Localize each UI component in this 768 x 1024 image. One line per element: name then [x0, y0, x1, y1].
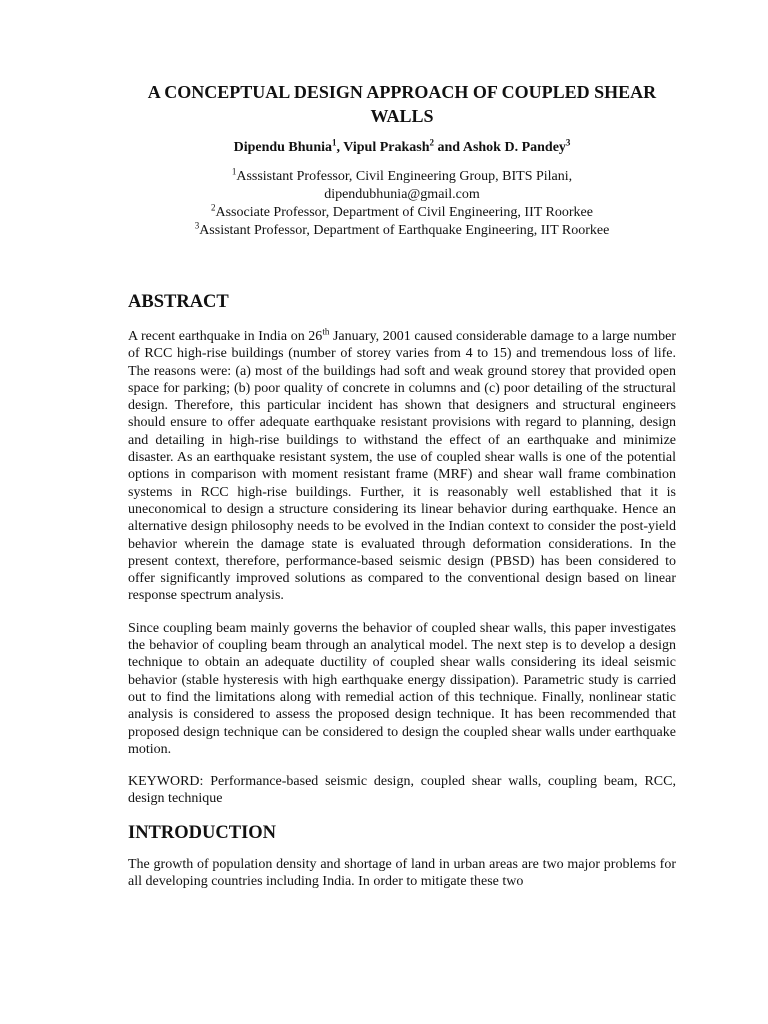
author-separator: , — [336, 140, 344, 155]
introduction-paragraph: The growth of population density and shortage of land in urban areas are two major problems for all developing countries including India. In order to mitigate these two — [128, 856, 676, 890]
author-name: Ashok D. Pandey — [462, 140, 566, 155]
affiliation-mark: 2 — [211, 202, 216, 213]
abstract-heading: ABSTRACT — [128, 292, 229, 312]
author-name: Dipendu Bhunia — [233, 140, 333, 155]
abstract-paragraph: Since coupling beam mainly governs the behavior of coupled shear walls, this paper investigates the behavior of coupling beam through an analytical model. The next step is to develop a design technique to obtain an adequate ductility of coupled shear walls considering its ideal seismic behavior (stable hysteresis with high earthquake energy dissipation). Parametric study is carried out to find the limitations along with remedial action of this technique. Finally, nonlinear static analysis is considered to assess the proposed design technique. It has been recommended that proposed design technique can be considered to design the coupled shear walls under earthquake motion. — [128, 620, 676, 757]
keywords: KEYWORD: Performance-based seismic design, coupled shear walls, coupling beam, RCC, design technique — [128, 774, 676, 807]
affiliations — [128, 168, 676, 240]
affiliation-mark: 3 — [194, 220, 200, 231]
author-mark: 3 — [565, 137, 571, 148]
affiliation-line: $^3$Assistant Professor, Department of Earthquake Engineering, IIT Roorkee — [194, 220, 610, 238]
affiliation-line: $^2$Associate Professor, Department of Civil Engineering, IIT Roorkee — [211, 202, 593, 220]
introduction-heading: INTRODUCTION — [128, 822, 277, 843]
author-mark: 1 — [332, 137, 337, 148]
author-separator: and — [434, 140, 463, 155]
affiliation-mark: 1 — [231, 166, 237, 177]
ordinal-suffix: th — [322, 326, 330, 337]
author-line — [128, 137, 676, 156]
author-mark: 2 — [429, 137, 435, 148]
author-name: Vipul Prakash — [343, 140, 430, 155]
paper-title: A CONCEPTUAL DESIGN APPROACH OF COUPLED SHEAR WALLS — [147, 82, 657, 126]
affiliation-line: $^1$Asssistant Professor, Civil Engineering Group, BITS Pilani, — [231, 166, 573, 184]
abstract-paragraph: A recent earthquake in India on 26th January, 2001 caused considerable damage to a large number of RCC high-rise buildings (number of storey varies from 4 to 15) and tremendous loss of life. The reasons were: (a) most of the buildings had soft and weak ground storey that provided open space for parking; (b) poor quality of concrete in columns and (c) poor detailing of the structural design. Therefore, this particular incident has shown that designers and structural engineers should ensure to offer adequate earthquake resistant provisions with regard to planning, design and detailing in high-rise buildings to withstand the effect of an earthquake and minimize disaster. As an earthquake resistant system, the use of coupled shear walls is one of the potential options in comparison with moment resistant frame (MRF) and shear wall frame combination systems in RCC high-rise buildings. Further, it is reasonably well established that it is uneconomical to design a structure considering its linear behavior during earthquake. Hence an alternative design philosophy needs to be evolved in the Indian context to consider the post-yield behavior wherein the damage state is evaluated through deformation considerations. In the present context, therefore, performance-based seismic design (PBSD) has been considered to offer significantly improved solutions as compared to the conventional design based on linear response spectrum analysis. — [128, 326, 676, 604]
author-email: dipendubhunia@gmail.com — [324, 187, 480, 202]
